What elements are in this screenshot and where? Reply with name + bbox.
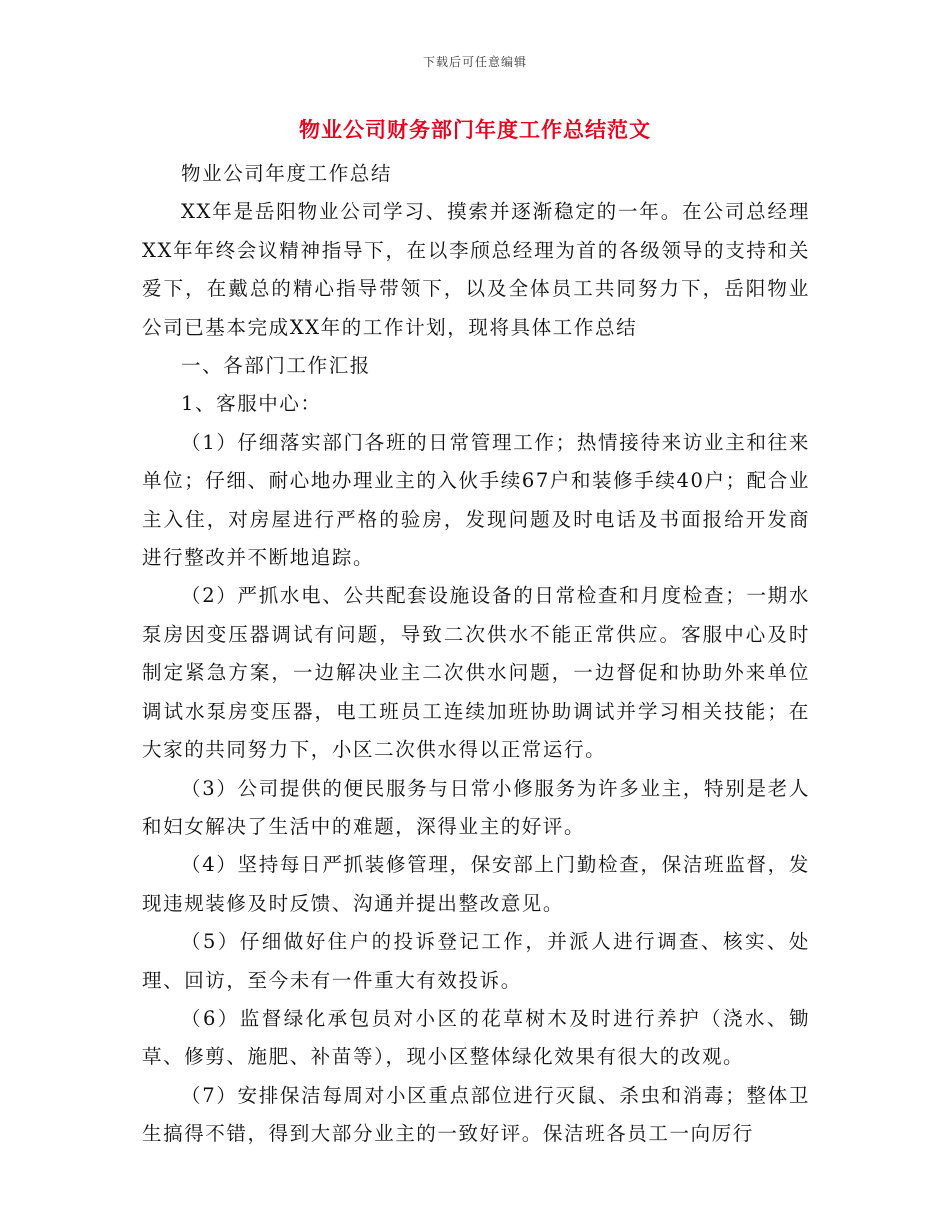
paragraph-item-4: （4）坚持每日严抓装修管理，保安部上门勤检查，保洁班监督，发现违规装修及时反馈、沟通并提出整改意见。 [142,853,810,915]
paragraph-item-6: （6）监督绿化承包员对小区的花草树木及时进行养护（浇水、锄草、修剪、施肥、补苗等），现小区整体绿化效果有很大的改观。 [142,1006,810,1069]
paragraph-item-7: （7）安排保洁每周对小区重点部位进行灭鼠、杀虫和消毒；整体卫生搞得不错，得到大部分业主的一致好评。保洁班各员工一向厉行 [142,1083,810,1146]
document-title: 物业公司财务部门年度工作总结范文 [299,117,651,142]
paragraph-item-3: （3）公司提供的便民服务与日常小修服务为许多业主，特别是老人和妇女解决了生活中的难题，深得业主的好评。 [142,776,810,838]
paragraph-item-2: （2）严抓水电、公共配套设施设备的日常检查和月度检查；一期水泵房因变压器调试有问题，导致二次供水不能正常供应。客服中心及时制定紧急方案，一边解决业主二次供水问题，一边督促和协助外来单位调试水泵房变压器，电工班员工连续加班协助调试并学习相关技能；在大家的共同努力下，小区二次供水得以正常运行。 [142,584,810,762]
paragraph-item-5: （5）仔细做好住户的投诉登记工作，并派人进行调查、核实、处理、回访，至今未有一件重大有效投诉。 [142,930,810,992]
document-body [142,155,810,1154]
subsection-heading: 1、客服中心： [181,392,322,416]
section-heading: 一、各部门工作汇报 [181,354,371,378]
header-note: 下载后可任意编辑 [422,55,527,69]
paragraph-item-1: （1）仔细落实部门各班的日常管理工作；热情接待来访业主和往来单位；仔细、耐心地办理业主的入伙手续67户和装修手续40户；配合业主入住，对房屋进行严格的验房，发现问题及时电话及书面报给开发商进行整改并不断地追踪。 [142,430,810,570]
paragraph-subtitle: 物业公司年度工作总结 [181,162,393,185]
paragraph-intro: XX年是岳阳物业公司学习、摸索并逐渐稳定的一年。在公司总经理XX年年终会议精神指导下，在以李颀总经理为首的各级领导的支持和关爱下，在戴总的精心指导带领下，以及全体员工共同努力下，岳阳物业公司已基本完成XX年的工作计划，现将具体工作总结 [142,200,810,339]
